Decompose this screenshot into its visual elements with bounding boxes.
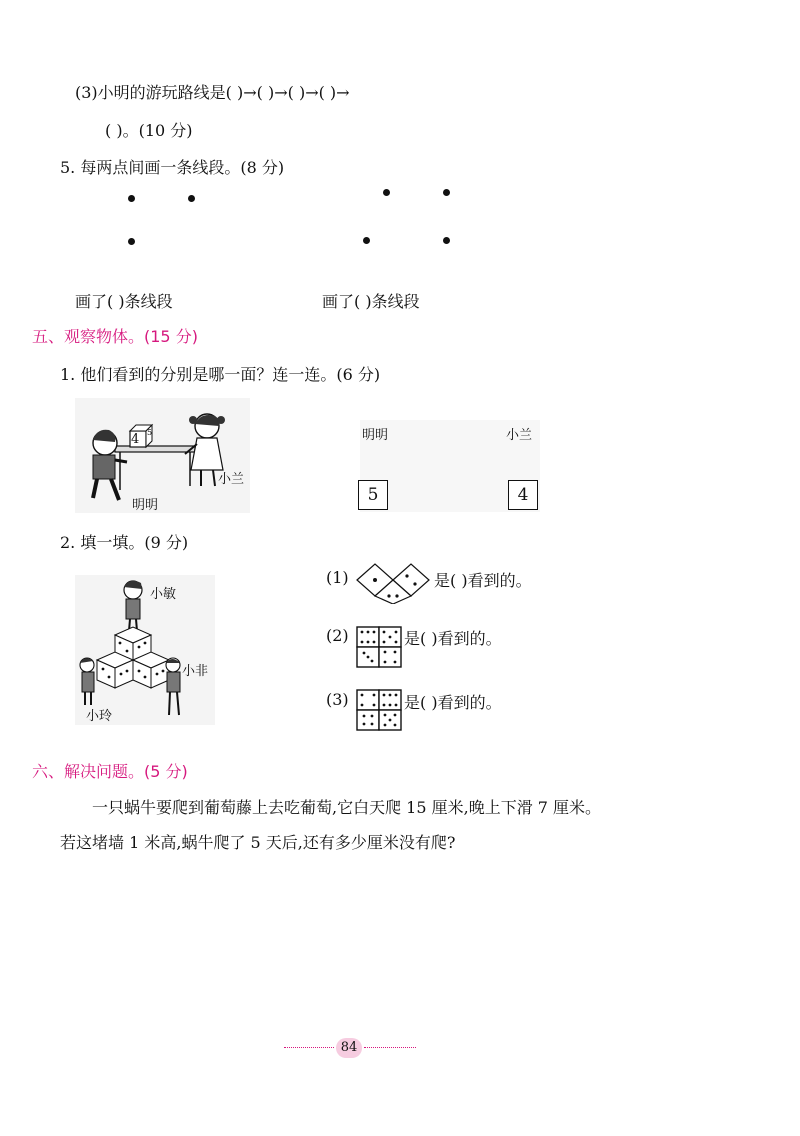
kids-table-illustration bbox=[75, 398, 250, 513]
footer-rule-right bbox=[364, 1047, 416, 1048]
cube-front-label: 4 bbox=[131, 432, 140, 447]
section5-q2-title: 2. 填一填。(9 分) bbox=[60, 533, 189, 552]
q2-item2-num: (2) bbox=[326, 626, 349, 645]
q3-line1: (3)小明的游玩路线是( )→( )→( )→( )→ bbox=[75, 83, 350, 102]
dice-stack-illustration bbox=[75, 575, 215, 725]
label-xiaolan-pic: 小兰 bbox=[218, 472, 245, 487]
footer-rule-left bbox=[284, 1047, 334, 1048]
q5-title: 5. 每两点间画一条线段。(8 分) bbox=[60, 158, 285, 177]
point-dot bbox=[383, 189, 390, 196]
point-dot bbox=[443, 237, 450, 244]
point-dot bbox=[443, 189, 450, 196]
label-xiaoling: 小玲 bbox=[86, 709, 113, 724]
q5-answer-right: 画了( )条线段 bbox=[322, 292, 420, 311]
q5-answer-left: 画了( )条线段 bbox=[75, 292, 173, 311]
view-top-diamonds bbox=[355, 560, 435, 604]
section6-para1: 一只蜗牛要爬到葡萄藤上去吃葡萄,它白天爬 15 厘米,晚上下滑 7 厘米。 bbox=[92, 798, 602, 817]
face-box-5: 5 bbox=[358, 480, 388, 510]
q2-item3-text: 是( )看到的。 bbox=[404, 693, 502, 712]
label-xiaomin: 小敏 bbox=[150, 587, 177, 602]
q3-line2: ( )。(10 分) bbox=[105, 121, 193, 140]
label-xiaofei: 小非 bbox=[182, 664, 209, 679]
section6-heading: 六、解决问题。(5 分) bbox=[32, 762, 188, 781]
q2-item1-num: (1) bbox=[326, 568, 349, 587]
section5-heading: 五、观察物体。(15 分) bbox=[32, 327, 198, 346]
col-label-xiaolan: 小兰 bbox=[506, 428, 533, 443]
section6-para2: 若这堵墙 1 米高,蜗牛爬了 5 天后,还有多少厘米没有爬? bbox=[60, 833, 456, 852]
point-dot bbox=[128, 238, 135, 245]
view-side-grid-2 bbox=[355, 688, 405, 734]
q2-item1-text: 是( )看到的。 bbox=[434, 571, 532, 590]
view-side-grid-1 bbox=[355, 625, 405, 671]
point-dot bbox=[363, 237, 370, 244]
q2-item3-num: (3) bbox=[326, 690, 349, 709]
q2-item2-text: 是( )看到的。 bbox=[404, 629, 502, 648]
section5-q1-title: 1. 他们看到的分别是哪一面？连一连。(6 分) bbox=[60, 365, 381, 384]
col-label-mingming: 明明 bbox=[362, 428, 389, 443]
page-number: 84 bbox=[336, 1038, 362, 1058]
point-dot bbox=[128, 195, 135, 202]
cube-side-label: 5 bbox=[147, 428, 153, 437]
point-dot bbox=[188, 195, 195, 202]
label-mingming-pic: 明明 bbox=[132, 498, 159, 513]
face-box-4: 4 bbox=[508, 480, 538, 510]
